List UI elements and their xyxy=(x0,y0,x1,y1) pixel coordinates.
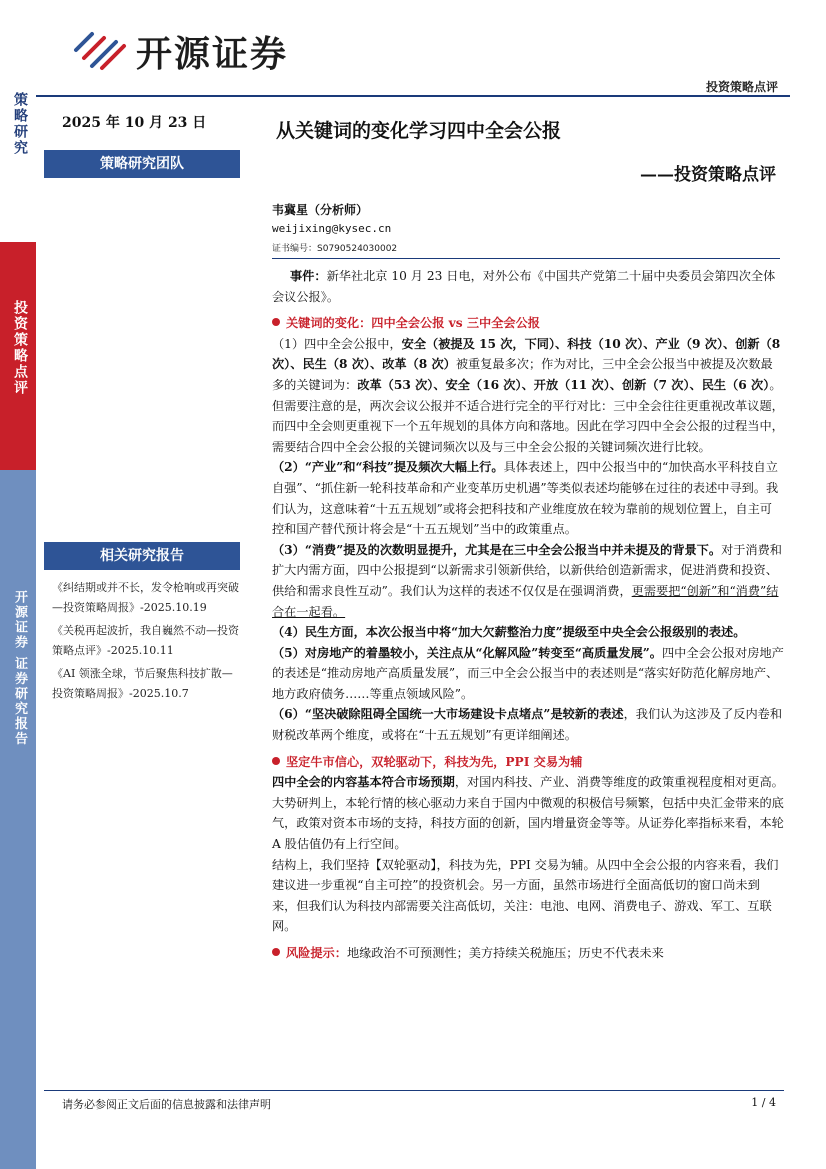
analyst-name: 韦冀星（分析师） xyxy=(272,203,369,217)
bullet-icon xyxy=(272,757,280,765)
bullet-icon xyxy=(272,318,280,326)
paragraph-8: 结构上，我们坚持【双轮驱动】，科技为先，PPI 交易为辅。从四中全会公报的内容来看，我们建议进一步重视“自主可控”的投资机会。另一方面，虽然市场进行全面高低切的窗口尚未到来，但我们认为科技内部需要关注高低切，关注：电池、电网、消费电子、游戏、军工、互联网。 xyxy=(272,857,779,934)
report-date: 2025 年 10 月 23 日 xyxy=(62,115,207,131)
brand-logo-icon xyxy=(70,28,130,72)
analyst-cert: 证书编号：S0790524030002 xyxy=(272,244,398,254)
report-type-tag: 投资策略点评 xyxy=(705,80,778,94)
related-report-item[interactable]: 《关税再起波折，我自巍然不动—投资策略点评》-2025.10.11 xyxy=(52,624,239,657)
sidebar-top-label: 策略研究 xyxy=(12,92,28,156)
analyst-divider xyxy=(272,258,780,259)
report-subtitle: ——投资策略点评 xyxy=(640,165,776,185)
main-content xyxy=(272,266,784,964)
related-report-item[interactable]: 《纠结期或并不长，发令枪响或再突破—投资策略周报》-2025.10.19 xyxy=(52,581,239,614)
paragraph-6: （6）“坚决破除阻碍全国统一大市场建设卡点堵点”是较新的表述，我们认为这涉及了反内卷和财税改革两个维度，或将在“十五五规划”有更详细阐述。 xyxy=(272,707,783,743)
sidebar-blue-block xyxy=(0,470,36,1169)
report-title: 从关键词的变化学习四中全会公报 xyxy=(276,120,562,142)
paragraph-7: 四中全会的内容基本符合市场预期，对国内科技、产业、消费等维度的政策重视程度相对更高。大势研判上，本轮行情的核心驱动力来自于国内中微观的积极信号频繁，包括中央汇金带来的底气，政策对资本市场的支持，科技方面的创新，国内增量资金等等。从证券化率指标来看，本轮 A 股估值仍有上行空间。 xyxy=(272,775,784,852)
related-report-item[interactable]: 《AI 领涨全球，节后聚焦科技扩散—投资策略周报》-2025.10.7 xyxy=(52,667,233,700)
brand-logo-text: 开源证券 xyxy=(136,34,289,75)
sidebar-blue-label: 开源证券 证券研究报告 xyxy=(12,590,27,747)
footer-disclaimer: 请务必参阅正文后面的信息披露和法律声明 xyxy=(62,1098,271,1111)
paragraph-1: （1）四中全会公报中，安全（被提及 15 次，下同）、科技（10 次）、产业（9 次）、创新（8 次）、民生（8 次）、改革（8 次）被重复最多次；作为对比，三中全会公报当中被提及次数最多的关键词为：改革（53 次）、安全（16 次）、开放（11 次）、创新（7 次）、民生（6 次）。但需要注意的是，两次会议公报并不适合进行完全的平行对比：三中全会往往更重视改革议题，而四中全会则更重视下一个五年规划的具体方向和落地。因此在学习四中全会公报的过程当中，需要结合四中全会公报的关键词频次以及与三中全会公报的关键词频次进行比较。 xyxy=(272,336,784,454)
analyst-email[interactable]: weijixing@kysec.cn xyxy=(272,222,392,235)
event-text: 新华社北京 10 月 23 日电，对外公布《中国共产党第二十届中央委员会第四次全体会议公报》。 xyxy=(272,269,776,304)
risk-warning: 风险提示：地缘政治不可预测性；美方持续关税施压；历史不代表未来 xyxy=(272,943,784,964)
bullet-icon xyxy=(272,948,280,956)
related-reports-list xyxy=(52,578,242,707)
event-paragraph xyxy=(272,266,784,307)
team-label: 策略研究团队 xyxy=(44,150,240,178)
related-reports-heading: 相关研究报告 xyxy=(44,542,240,570)
paragraph-4: （4）民生方面，本次公报当中将“加大欠薪整治力度”提级至中央全会公报级别的表述。 xyxy=(272,625,746,640)
section-heading-keywords: 关键词的变化：四中全会公报 vs 三中全会公报 xyxy=(272,313,784,334)
section-heading-bull-market: 坚定牛市信心，双轮驱动下，科技为先，PPI 交易为辅 xyxy=(272,752,784,773)
sidebar-red-label: 投资策略点评 xyxy=(12,300,28,396)
page-number: 1 / 4 xyxy=(751,1096,776,1109)
header-divider xyxy=(0,95,790,97)
paragraph-5: （5）对房地产的着墨较小，关注点从“化解风险”转变至“高质量发展”。四中全会公报对房地产的表述是“推动房地产高质量发展”，而三中全会公报当中的表述则是“落实好防范化解房地产、地方政府债务……等重点领域风险”。 xyxy=(272,645,784,701)
event-label: 事件： xyxy=(290,269,327,283)
footer-divider xyxy=(44,1090,784,1091)
paragraph-2: （2）“产业”和“科技”提及频次大幅上行。具体表述上，四中公报当中的“加快高水平科技自立自强”、“抓住新一轮科技革命和产业变革历史机遇”等类似表述均能够在过往的表述中寻到。我们认为，这意味着“十五五规划”或将会把科技和产业维度放在较为靠前的规划位置上，自主可控和国产替代预计将会是“十五五规划”当中的政策重点。 xyxy=(272,460,779,537)
paragraph-3: （3）“消费”提及的次数明显提升，尤其是在三中全会公报当中并未提及的背景下。对于消费和扩大内需方面，四中公报提到“以新需求引领新供给，以新供给创造新需求，促进消费和投资、供给和需求良性互动”。我们认为这样的表述不仅仅是在强调消费，更需要把“创新”和“消费”结合在一起看。 xyxy=(272,542,782,619)
